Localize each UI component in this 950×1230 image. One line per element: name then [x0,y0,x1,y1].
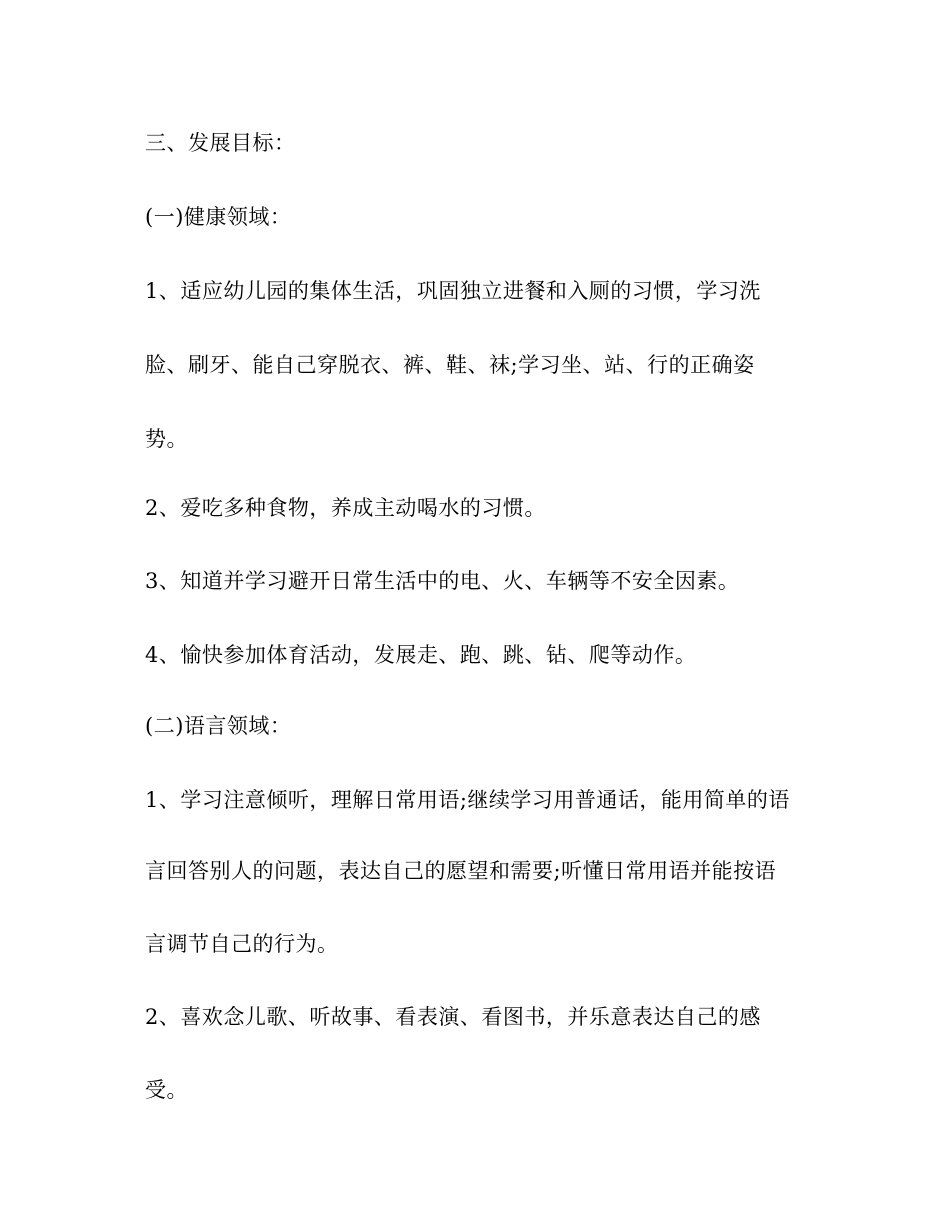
paragraph-line: 脸、刷牙、能自己穿脱衣、裤、鞋、袜;学习坐、站、行的正确姿 [145,353,755,377]
section-heading: 三、发展目标： [145,131,296,155]
subsection-heading: (一)健康领域： [145,205,292,229]
paragraph-line: 1、学习注意倾听，理解日常用语;继续学习用普通话，能用简单的语 [145,788,790,812]
paragraph-line: 受。 [145,1078,188,1102]
subsection-heading: (二)语言领域： [145,714,292,738]
paragraph-line: 言调节自己的行为。 [145,932,339,956]
paragraph-line: 1、适应幼儿园的集体生活，巩固独立进餐和入厕的习惯，学习洗 [145,279,761,303]
paragraph-line: 2、爱吃多种食物，养成主动喝水的习惯。 [145,496,546,520]
paragraph-line: 3、知道并学习避开日常生活中的电、火、车辆等不安全因素。 [145,569,740,593]
paragraph-line: 4、愉快参加体育活动，发展走、跑、跳、钻、爬等动作。 [145,643,697,667]
paragraph-line: 2、喜欢念儿歌、听故事、看表演、看图书，并乐意表达自己的感 [145,1005,761,1029]
paragraph-line: 言回答别人的问题，表达自己的愿望和需要;听懂日常用语并能按语 [145,859,777,883]
paragraph-line: 势。 [145,427,188,451]
